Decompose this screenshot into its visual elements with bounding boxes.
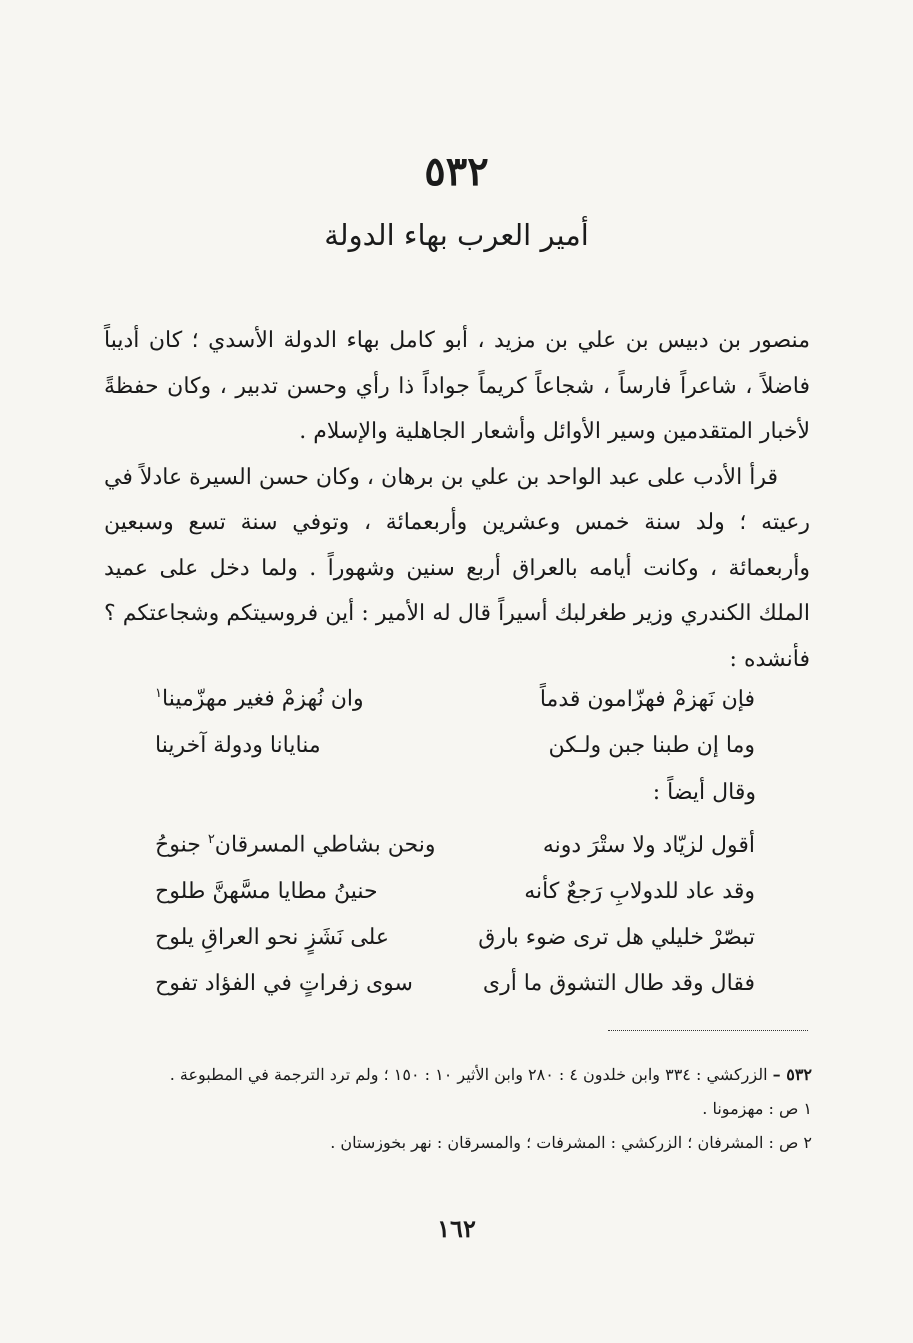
biography-paragraph-2: قرأ الأدب على عبد الواحد بن علي بن برهان ، وكان حسن السيرة عادلاً في رعيته ؛ ولد سنة خمس وعشرين وأربعمائة ، وتوفي سنة تسع وسبعين وأربعمائة ، وكانت أيامه بالعراق أربع سنين وشهوراً . ولما دخل على عميد الملك الكندري وزير طغرلبك أسيراً قال له الأمير : أين فروسيتكم وشجاعتكم ؟ فأنشده : <box>104 464 810 672</box>
footnote-sources <box>104 1058 812 1092</box>
page-number: ١٦٢ <box>437 1214 476 1243</box>
verse-intro: وقال أيضاً : <box>652 780 756 805</box>
poem-2-verse-2 <box>155 868 755 914</box>
poem-2-verse-2-second-hemistich: حنينُ مطايا مسَّهنَّ طلوح <box>155 878 378 904</box>
poem-2-verse-2-first-hemistich: وقد عاد للدولابِ رَجعٌ كأنه <box>524 878 755 904</box>
poem-1-verse-2 <box>155 722 755 768</box>
biography-text <box>104 318 810 682</box>
poem-2-verse-4-first-hemistich: فقال وقد طال التشوق ما أرى <box>482 970 755 996</box>
poem-2-verse-3-second-hemistich: على نَشَزٍ نحو العراقِ يلوح <box>155 924 390 950</box>
poem-1-verse-1-first-hemistich: فإن نَهزمْ فهزّامون قدماً <box>539 686 755 712</box>
footnote-sources-text: الزركشي : ٣٣٤ وابن خلدون ٤ : ٢٨٠ وابن الأثير ١٠ : ١٥٠ ؛ ولم ترد الترجمة في المطبوعة . <box>169 1065 768 1084</box>
poem-2-verse-1-first-hemistich: أقول لزيّاد ولا ستْرَ دونه <box>542 832 755 858</box>
poem-2-verse-4-second-hemistich: سوى زفراتٍ في الفؤاد تفوح <box>155 970 413 996</box>
poem-2 <box>155 822 755 1006</box>
footnote-sources-label: ٥٣٢ – <box>772 1065 812 1084</box>
poem-2-verse-3-first-hemistich: تبصّرْ خليلي هل ترى ضوء بارق <box>478 924 755 950</box>
biography-paragraph-1: منصور بن دبيس بن علي بن مزيد ، أبو كامل بهاء الدولة الأسدي ؛ كان أديباً فاضلاً ، شاعراً فارساً ، شجاعاً كريماً جواداً ذا رأي وحسن تدبير ، وكان حفظةً لأخبار المتقدمين وسير الأوائل وأشعار الجاهلية والإسلام . <box>104 328 810 444</box>
footnote-divider <box>608 1030 808 1031</box>
entry-number: ٥٣٢ <box>424 148 489 195</box>
footnote-marker-2: ٢ <box>207 832 215 848</box>
poem-2-verse-1-second-hemistich <box>155 832 455 857</box>
footnotes <box>104 1058 812 1160</box>
poem-2-verse-3 <box>155 914 755 960</box>
poem-1-verse-1-second-text: وان نُهزمْ فغير مهزّمينا <box>161 686 364 712</box>
footnote-marker-1: ١ <box>155 686 162 702</box>
poem-2-verse-1-second-text: ونحن بشاطي المسرقان <box>214 832 436 858</box>
poem-1-verse-1-second-hemistich <box>155 686 455 711</box>
poem-1-verse-1 <box>155 676 755 722</box>
entry-title: أمير العرب بهاء الدولة <box>324 218 589 252</box>
footnote-2: ٢ ص : المشرفان ؛ الزركشي : المشرفات ؛ والمسرقان : نهر بخوزستان . <box>330 1133 812 1152</box>
poem-2-verse-1 <box>155 822 755 868</box>
poem-2-verse-4 <box>155 960 755 1006</box>
poem-1-verse-2-first-hemistich: وما إن طبنا جبن ولـكن <box>548 732 755 758</box>
poem-1-verse-2-second-hemistich: منايانا ودولة آخرينا <box>155 732 321 758</box>
footnote-1: ١ ص : مهزمونا . <box>702 1099 812 1118</box>
poem-2-verse-1-second-end: جنوحُ <box>155 832 208 858</box>
poem-1 <box>155 676 755 768</box>
